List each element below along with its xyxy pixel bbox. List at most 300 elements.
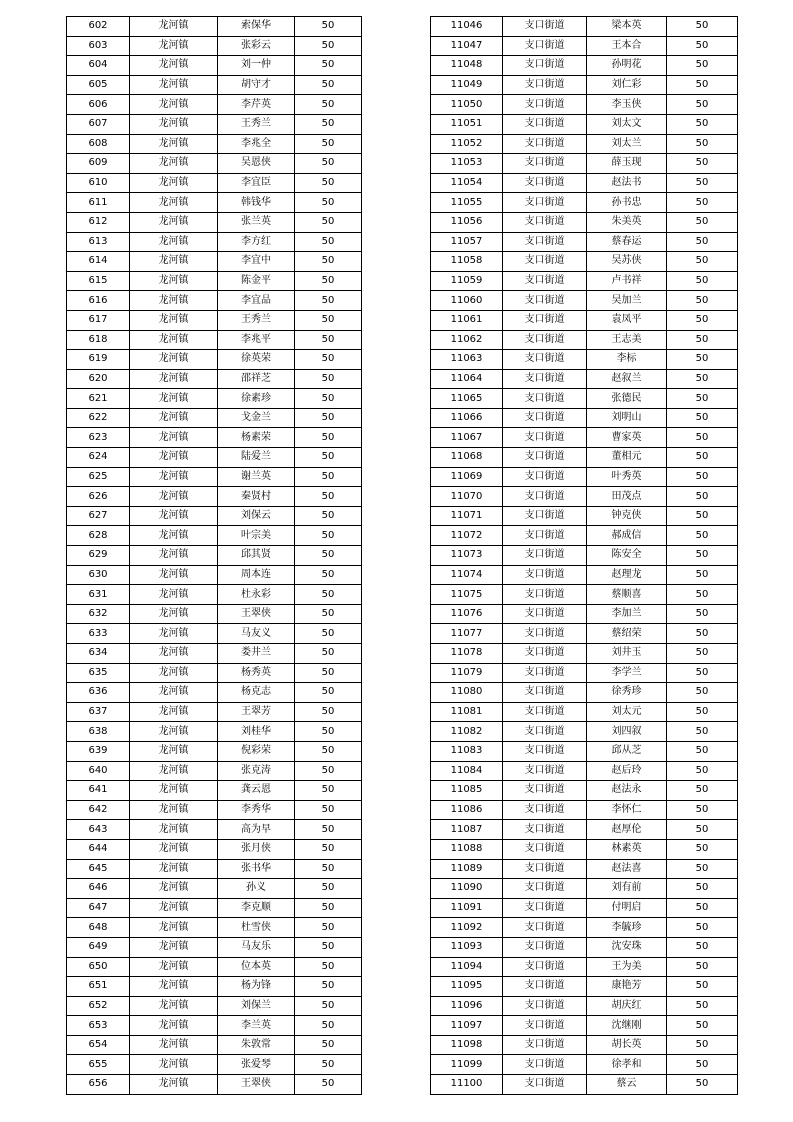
name-cell: 李怀仁 — [587, 800, 667, 820]
name-cell: 李学兰 — [587, 663, 667, 683]
town-cell: 龙河镇 — [130, 1035, 218, 1055]
serial-number-cell: 614 — [67, 252, 130, 272]
serial-number-cell: 630 — [67, 565, 130, 585]
serial-number-cell: 11067 — [431, 428, 503, 448]
serial-number-cell: 617 — [67, 310, 130, 330]
town-cell: 龙河镇 — [130, 565, 218, 585]
amount-cell: 50 — [667, 800, 738, 820]
amount-cell: 50 — [667, 702, 738, 722]
table-row — [431, 154, 738, 174]
name-cell: 高为早 — [218, 820, 295, 840]
amount-cell: 50 — [667, 644, 738, 664]
serial-number-cell: 637 — [67, 702, 130, 722]
town-cell: 龙河镇 — [130, 95, 218, 115]
town-cell: 支口街道 — [503, 350, 587, 370]
amount-cell: 50 — [667, 839, 738, 859]
name-cell: 刘桂华 — [218, 722, 295, 742]
amount-cell: 50 — [667, 859, 738, 879]
amount-cell: 50 — [667, 604, 738, 624]
serial-number-cell: 11090 — [431, 879, 503, 899]
serial-number-cell: 11080 — [431, 683, 503, 703]
name-cell: 杨克志 — [218, 683, 295, 703]
name-cell: 胡庆红 — [587, 996, 667, 1016]
amount-cell: 50 — [295, 232, 362, 252]
name-cell: 刘保云 — [218, 506, 295, 526]
table-row — [67, 506, 362, 526]
left-table-body — [67, 17, 362, 1095]
name-cell: 徐秀珍 — [587, 683, 667, 703]
name-cell: 陈安全 — [587, 546, 667, 566]
table-row — [67, 977, 362, 997]
town-cell: 支口街道 — [503, 585, 587, 605]
amount-cell: 50 — [667, 193, 738, 213]
serial-number-cell: 11054 — [431, 173, 503, 193]
town-cell: 支口街道 — [503, 271, 587, 291]
name-cell: 赵理龙 — [587, 565, 667, 585]
table-row — [431, 526, 738, 546]
name-cell: 徐孝和 — [587, 1055, 667, 1075]
serial-number-cell: 11089 — [431, 859, 503, 879]
town-cell: 支口街道 — [503, 212, 587, 232]
serial-number-cell: 11086 — [431, 800, 503, 820]
serial-number-cell: 11058 — [431, 252, 503, 272]
serial-number-cell: 602 — [67, 17, 130, 37]
name-cell: 沈安珠 — [587, 937, 667, 957]
town-cell: 支口街道 — [503, 154, 587, 174]
serial-number-cell: 11053 — [431, 154, 503, 174]
table-row — [67, 683, 362, 703]
table-row — [431, 957, 738, 977]
amount-cell: 50 — [667, 36, 738, 56]
table-row — [67, 350, 362, 370]
serial-number-cell: 11092 — [431, 918, 503, 938]
amount-cell: 50 — [667, 154, 738, 174]
table-row — [67, 820, 362, 840]
town-cell: 龙河镇 — [130, 604, 218, 624]
serial-number-cell: 605 — [67, 75, 130, 95]
table-row — [67, 957, 362, 977]
table-row — [431, 663, 738, 683]
amount-cell: 50 — [667, 173, 738, 193]
name-cell: 曹家英 — [587, 428, 667, 448]
name-cell: 王翠芳 — [218, 702, 295, 722]
name-cell: 张德民 — [587, 389, 667, 409]
amount-cell: 50 — [667, 624, 738, 644]
town-cell: 龙河镇 — [130, 1075, 218, 1095]
amount-cell: 50 — [295, 741, 362, 761]
town-cell: 龙河镇 — [130, 330, 218, 350]
name-cell: 蔡顺喜 — [587, 585, 667, 605]
name-cell: 刘井玉 — [587, 644, 667, 664]
amount-cell: 50 — [667, 663, 738, 683]
serial-number-cell: 11100 — [431, 1075, 503, 1095]
town-cell: 支口街道 — [503, 683, 587, 703]
town-cell: 支口街道 — [503, 879, 587, 899]
town-cell: 龙河镇 — [130, 663, 218, 683]
name-cell: 孙书忠 — [587, 193, 667, 213]
amount-cell: 50 — [295, 977, 362, 997]
serial-number-cell: 11057 — [431, 232, 503, 252]
town-cell: 龙河镇 — [130, 702, 218, 722]
table-row — [67, 565, 362, 585]
amount-cell: 50 — [667, 565, 738, 585]
table-row — [67, 1055, 362, 1075]
name-cell: 董相元 — [587, 448, 667, 468]
serial-number-cell: 11094 — [431, 957, 503, 977]
serial-number-cell: 11068 — [431, 448, 503, 468]
table-row — [431, 487, 738, 507]
town-cell: 龙河镇 — [130, 1055, 218, 1075]
table-row — [67, 173, 362, 193]
table-row — [67, 800, 362, 820]
serial-number-cell: 623 — [67, 428, 130, 448]
amount-cell: 50 — [295, 1075, 362, 1095]
name-cell: 李兆全 — [218, 134, 295, 154]
town-cell: 龙河镇 — [130, 271, 218, 291]
serial-number-cell: 631 — [67, 585, 130, 605]
table-row — [431, 781, 738, 801]
town-cell: 支口街道 — [503, 75, 587, 95]
table-row — [431, 820, 738, 840]
table-row — [431, 918, 738, 938]
amount-cell: 50 — [667, 996, 738, 1016]
name-cell: 赵后玲 — [587, 761, 667, 781]
table-row — [67, 75, 362, 95]
name-cell: 刘保兰 — [218, 996, 295, 1016]
town-cell: 龙河镇 — [130, 75, 218, 95]
town-cell: 龙河镇 — [130, 134, 218, 154]
amount-cell: 50 — [295, 604, 362, 624]
name-cell: 林素英 — [587, 839, 667, 859]
name-cell: 赵叙兰 — [587, 369, 667, 389]
table-row — [431, 75, 738, 95]
serial-number-cell: 649 — [67, 937, 130, 957]
town-cell: 支口街道 — [503, 467, 587, 487]
table-row — [431, 741, 738, 761]
table-row — [67, 1075, 362, 1095]
serial-number-cell: 11082 — [431, 722, 503, 742]
town-cell: 支口街道 — [503, 1016, 587, 1036]
town-cell: 支口街道 — [503, 1075, 587, 1095]
table-row — [431, 585, 738, 605]
town-cell: 支口街道 — [503, 761, 587, 781]
serial-number-cell: 11055 — [431, 193, 503, 213]
town-cell: 龙河镇 — [130, 781, 218, 801]
name-cell: 赵法永 — [587, 781, 667, 801]
name-cell: 邱从芝 — [587, 741, 667, 761]
amount-cell: 50 — [667, 1055, 738, 1075]
amount-cell: 50 — [295, 957, 362, 977]
town-cell: 支口街道 — [503, 604, 587, 624]
serial-number-cell: 11081 — [431, 702, 503, 722]
serial-number-cell: 11047 — [431, 36, 503, 56]
serial-number-cell: 11071 — [431, 506, 503, 526]
town-cell: 支口街道 — [503, 56, 587, 76]
name-cell: 付明启 — [587, 898, 667, 918]
serial-number-cell: 624 — [67, 448, 130, 468]
table-row — [431, 36, 738, 56]
right-table — [430, 16, 738, 1095]
table-row — [431, 95, 738, 115]
amount-cell: 50 — [667, 448, 738, 468]
serial-number-cell: 11056 — [431, 212, 503, 232]
town-cell: 龙河镇 — [130, 154, 218, 174]
town-cell: 支口街道 — [503, 702, 587, 722]
town-cell: 龙河镇 — [130, 291, 218, 311]
table-row — [431, 389, 738, 409]
serial-number-cell: 625 — [67, 467, 130, 487]
left-table — [66, 16, 362, 1095]
town-cell: 龙河镇 — [130, 977, 218, 997]
amount-cell: 50 — [667, 75, 738, 95]
name-cell: 赵法喜 — [587, 859, 667, 879]
serial-number-cell: 646 — [67, 879, 130, 899]
table-row — [431, 350, 738, 370]
town-cell: 龙河镇 — [130, 800, 218, 820]
town-cell: 支口街道 — [503, 389, 587, 409]
serial-number-cell: 650 — [67, 957, 130, 977]
amount-cell: 50 — [667, 252, 738, 272]
name-cell: 康艳芳 — [587, 977, 667, 997]
table-row — [431, 448, 738, 468]
name-cell: 位本英 — [218, 957, 295, 977]
serial-number-cell: 11048 — [431, 56, 503, 76]
amount-cell: 50 — [295, 800, 362, 820]
town-cell: 支口街道 — [503, 428, 587, 448]
town-cell: 龙河镇 — [130, 820, 218, 840]
table-row — [431, 761, 738, 781]
name-cell: 龚云恩 — [218, 781, 295, 801]
table-row — [431, 644, 738, 664]
serial-number-cell: 11050 — [431, 95, 503, 115]
serial-number-cell: 647 — [67, 898, 130, 918]
amount-cell: 50 — [295, 898, 362, 918]
name-cell: 徐素珍 — [218, 389, 295, 409]
name-cell: 李芹英 — [218, 95, 295, 115]
amount-cell: 50 — [667, 389, 738, 409]
amount-cell: 50 — [295, 154, 362, 174]
town-cell: 支口街道 — [503, 546, 587, 566]
amount-cell: 50 — [295, 918, 362, 938]
serial-number-cell: 11098 — [431, 1035, 503, 1055]
serial-number-cell: 653 — [67, 1016, 130, 1036]
name-cell: 秦贤村 — [218, 487, 295, 507]
amount-cell: 50 — [667, 761, 738, 781]
table-row — [67, 114, 362, 134]
name-cell: 张爱琴 — [218, 1055, 295, 1075]
serial-number-cell: 615 — [67, 271, 130, 291]
table-row — [431, 193, 738, 213]
town-cell: 龙河镇 — [130, 212, 218, 232]
amount-cell: 50 — [667, 369, 738, 389]
serial-number-cell: 613 — [67, 232, 130, 252]
town-cell: 龙河镇 — [130, 506, 218, 526]
serial-number-cell: 638 — [67, 722, 130, 742]
name-cell: 张月侠 — [218, 839, 295, 859]
amount-cell: 50 — [667, 546, 738, 566]
table-row — [67, 526, 362, 546]
town-cell: 支口街道 — [503, 487, 587, 507]
serial-number-cell: 11087 — [431, 820, 503, 840]
table-row — [67, 193, 362, 213]
name-cell: 蔡绍荣 — [587, 624, 667, 644]
table-row — [67, 781, 362, 801]
amount-cell: 50 — [295, 663, 362, 683]
name-cell: 朱敦常 — [218, 1035, 295, 1055]
town-cell: 龙河镇 — [130, 546, 218, 566]
amount-cell: 50 — [667, 408, 738, 428]
amount-cell: 50 — [295, 879, 362, 899]
table-row — [67, 212, 362, 232]
name-cell: 刘一仲 — [218, 56, 295, 76]
table-row — [67, 644, 362, 664]
town-cell: 支口街道 — [503, 800, 587, 820]
town-cell: 龙河镇 — [130, 683, 218, 703]
serial-number-cell: 626 — [67, 487, 130, 507]
serial-number-cell: 622 — [67, 408, 130, 428]
name-cell: 张彩云 — [218, 36, 295, 56]
town-cell: 龙河镇 — [130, 193, 218, 213]
name-cell: 李宜中 — [218, 252, 295, 272]
amount-cell: 50 — [295, 271, 362, 291]
name-cell: 徐英荣 — [218, 350, 295, 370]
serial-number-cell: 654 — [67, 1035, 130, 1055]
name-cell: 倪彩荣 — [218, 741, 295, 761]
amount-cell: 50 — [295, 467, 362, 487]
amount-cell: 50 — [295, 781, 362, 801]
town-cell: 支口街道 — [503, 36, 587, 56]
amount-cell: 50 — [295, 291, 362, 311]
serial-number-cell: 11097 — [431, 1016, 503, 1036]
amount-cell: 50 — [295, 585, 362, 605]
table-row — [67, 389, 362, 409]
amount-cell: 50 — [667, 134, 738, 154]
table-row — [431, 898, 738, 918]
town-cell: 支口街道 — [503, 1035, 587, 1055]
name-cell: 蔡云 — [587, 1075, 667, 1095]
serial-number-cell: 11064 — [431, 369, 503, 389]
table-row — [431, 624, 738, 644]
name-cell: 王秀兰 — [218, 114, 295, 134]
table-row — [67, 428, 362, 448]
table-row — [67, 722, 362, 742]
table-row — [67, 310, 362, 330]
town-cell: 支口街道 — [503, 506, 587, 526]
serial-number-cell: 11095 — [431, 977, 503, 997]
table-row — [67, 271, 362, 291]
serial-number-cell: 11075 — [431, 585, 503, 605]
amount-cell: 50 — [295, 624, 362, 644]
amount-cell: 50 — [295, 996, 362, 1016]
table-row — [431, 330, 738, 350]
table-row — [431, 839, 738, 859]
table-row — [431, 996, 738, 1016]
serial-number-cell: 11060 — [431, 291, 503, 311]
name-cell: 韩钱华 — [218, 193, 295, 213]
amount-cell: 50 — [667, 95, 738, 115]
town-cell: 龙河镇 — [130, 252, 218, 272]
town-cell: 龙河镇 — [130, 741, 218, 761]
table-row — [67, 95, 362, 115]
name-cell: 叶宗美 — [218, 526, 295, 546]
amount-cell: 50 — [667, 330, 738, 350]
name-cell: 刘太兰 — [587, 134, 667, 154]
table-row — [67, 56, 362, 76]
town-cell: 支口街道 — [503, 369, 587, 389]
serial-number-cell: 11065 — [431, 389, 503, 409]
table-row — [67, 408, 362, 428]
serial-number-cell: 11096 — [431, 996, 503, 1016]
amount-cell: 50 — [667, 350, 738, 370]
town-cell: 龙河镇 — [130, 624, 218, 644]
amount-cell: 50 — [667, 428, 738, 448]
table-row — [431, 408, 738, 428]
name-cell: 王为美 — [587, 957, 667, 977]
town-cell: 龙河镇 — [130, 918, 218, 938]
serial-number-cell: 11093 — [431, 937, 503, 957]
town-cell: 支口街道 — [503, 17, 587, 37]
town-cell: 龙河镇 — [130, 957, 218, 977]
amount-cell: 50 — [295, 644, 362, 664]
name-cell: 沈继刚 — [587, 1016, 667, 1036]
name-cell: 叶秀英 — [587, 467, 667, 487]
table-row — [431, 114, 738, 134]
town-cell: 支口街道 — [503, 820, 587, 840]
name-cell: 郝成信 — [587, 526, 667, 546]
amount-cell: 50 — [295, 565, 362, 585]
table-row — [431, 56, 738, 76]
serial-number-cell: 11063 — [431, 350, 503, 370]
table-row — [431, 369, 738, 389]
table-row — [431, 428, 738, 448]
serial-number-cell: 11084 — [431, 761, 503, 781]
serial-number-cell: 11069 — [431, 467, 503, 487]
table-row — [431, 506, 738, 526]
town-cell: 支口街道 — [503, 448, 587, 468]
table-row — [67, 487, 362, 507]
town-cell: 龙河镇 — [130, 937, 218, 957]
serial-number-cell: 11059 — [431, 271, 503, 291]
table-row — [67, 702, 362, 722]
town-cell: 支口街道 — [503, 839, 587, 859]
amount-cell: 50 — [667, 683, 738, 703]
town-cell: 支口街道 — [503, 898, 587, 918]
name-cell: 李方红 — [218, 232, 295, 252]
name-cell: 王志美 — [587, 330, 667, 350]
town-cell: 龙河镇 — [130, 389, 218, 409]
town-cell: 龙河镇 — [130, 722, 218, 742]
name-cell: 杜雪侠 — [218, 918, 295, 938]
table-row — [431, 291, 738, 311]
amount-cell: 50 — [295, 310, 362, 330]
table-row — [67, 741, 362, 761]
town-cell: 支口街道 — [503, 977, 587, 997]
town-cell: 龙河镇 — [130, 428, 218, 448]
town-cell: 支口街道 — [503, 193, 587, 213]
table-row — [431, 859, 738, 879]
table-row — [431, 252, 738, 272]
name-cell: 马友乐 — [218, 937, 295, 957]
amount-cell: 50 — [667, 977, 738, 997]
town-cell: 支口街道 — [503, 252, 587, 272]
table-row — [67, 898, 362, 918]
amount-cell: 50 — [667, 585, 738, 605]
serial-number-cell: 628 — [67, 526, 130, 546]
serial-number-cell: 643 — [67, 820, 130, 840]
town-cell: 龙河镇 — [130, 232, 218, 252]
table-row — [67, 448, 362, 468]
serial-number-cell: 616 — [67, 291, 130, 311]
